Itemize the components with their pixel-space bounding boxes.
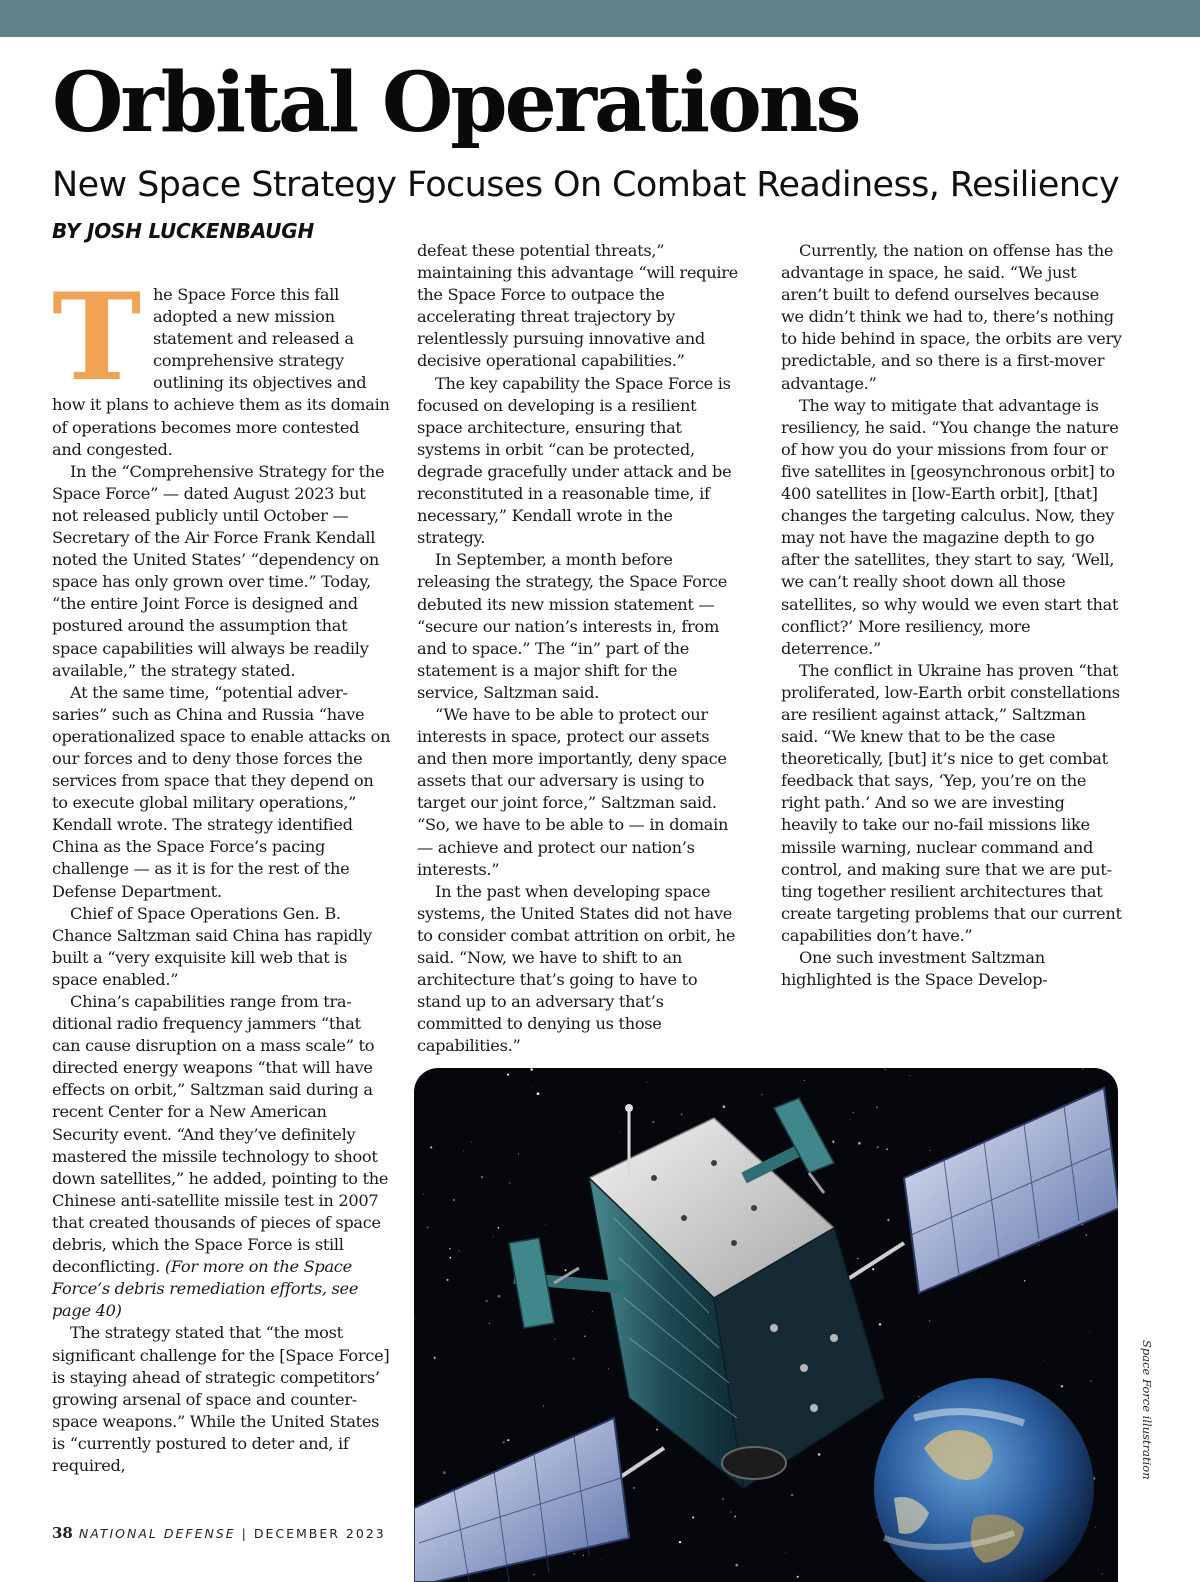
star xyxy=(1090,1380,1091,1381)
star xyxy=(879,1323,882,1326)
article-column-2 xyxy=(417,240,739,1057)
star xyxy=(443,1471,446,1474)
star xyxy=(730,1511,732,1513)
paragraph-text: China’s capabilities range from traditional radio frequency jammers “that can cause disruption on a mass scale” to directed energy weapons “that will have effects on orbit,” Saltzman said during a recent Center for a New American Security event. “And they’ve definitely mastered the missile technology to shoot down satellites,” he added, pointing to the Chinese anti-satellite missile test in 2007 that created thousands of pieces of space debris, which the Space Force is still deconflicting. xyxy=(52,992,389,1277)
star xyxy=(633,1487,635,1489)
star xyxy=(533,1574,535,1576)
paragraph: he Space Force this fall adopted a new mission statement and released a comprehensive strategy outlining its objectives and how it plans to achieve them as its domain of operations becomes more contested and congested. xyxy=(52,285,390,459)
star xyxy=(818,1453,821,1456)
article-subheadline: New Space Strategy Focuses On Combat Readiness, Resiliency xyxy=(52,165,1120,205)
star xyxy=(573,1358,575,1360)
star xyxy=(449,1248,450,1249)
star xyxy=(761,1094,762,1095)
star xyxy=(486,1300,488,1302)
star xyxy=(804,1080,805,1081)
star xyxy=(530,1068,532,1070)
star xyxy=(785,1552,786,1553)
paragraph: In the “Comprehensive Strategy for the Space Force” — dated August 2023 but not released publicly until October — Secretary of the Air Force Frank Kendall noted the United States’ “dependency on space has only grown over time.” Today, “the entire Joint Force is designed and postured around the assumption that space capabilities will always be readily available,” the strategy stated. xyxy=(52,461,385,680)
star xyxy=(588,1316,589,1317)
footer-separator: | xyxy=(241,1526,248,1541)
star xyxy=(471,1141,472,1142)
star xyxy=(853,1112,854,1113)
star xyxy=(885,1069,886,1070)
paragraph xyxy=(52,991,392,1322)
paragraph: One such investment Saltzman highlighted is the Space Develop- xyxy=(781,948,1048,990)
star xyxy=(929,1320,930,1321)
star xyxy=(493,1236,494,1237)
star xyxy=(681,1114,683,1116)
publication-name: NATIONAL DEFENSE xyxy=(78,1526,236,1541)
star xyxy=(850,1119,851,1120)
star xyxy=(791,1494,793,1496)
star xyxy=(646,1082,647,1083)
star xyxy=(427,1226,429,1228)
star xyxy=(1024,1280,1025,1281)
star xyxy=(722,1498,724,1500)
star xyxy=(459,1250,460,1251)
star xyxy=(502,1441,504,1443)
star xyxy=(735,1564,738,1567)
star xyxy=(887,1219,889,1221)
paragraph: The strategy stated that “the most significant challenge for the [Space Force] is staying ahead of strategic competitors’ growing arsenal of space and counter-space weapons.” While the United States is “currently postured to deter and, if required, xyxy=(52,1323,390,1475)
paragraph: The conflict in Ukraine has proven “that proliferated, low-Earth orbit constellations are resilient against attack,” Saltzman said. “We knew that to be the case theoretically, [but] it’s nice to get combat feedback that says, ‘Yep, you’re on the right path.’ And so we are investing heavily to take our no-fail missions like missile warning, nuclear command and control, and making sure that we are putting together resilient architectures that create targeting problems that our current capabilities don’t have.” xyxy=(781,660,1122,945)
star xyxy=(554,1339,555,1340)
star xyxy=(929,1150,930,1151)
paragraph: In the past when developing space systems, the United States did not have to consider combat attrition on orbit, he said. “Now, we have to shift to an architecture that’s going to have to stand up to an adversary that’s committed to denying us those capabilities.” xyxy=(417,881,736,1056)
top-color-bar xyxy=(0,0,1200,37)
star xyxy=(1089,1332,1090,1333)
star xyxy=(430,1146,432,1148)
star xyxy=(1103,1070,1104,1071)
star xyxy=(1043,1360,1044,1361)
star xyxy=(979,1279,980,1280)
paragraph: In September, a month before releasing the strategy, the Space Force debuted its new mission statement — “secure our nation’s interests in, from and to space.” The “in” part of the statement is a major shift for the service, Saltzman said. xyxy=(417,550,728,702)
star xyxy=(1082,1068,1083,1069)
star xyxy=(564,1269,566,1271)
star xyxy=(970,1138,971,1139)
star xyxy=(886,1148,888,1150)
cross-reference-note: (For more on the Space Force’s debris remediation efforts, see page 40) xyxy=(52,1257,359,1321)
star xyxy=(876,1107,878,1109)
star xyxy=(423,1194,424,1195)
page-footer xyxy=(52,1524,386,1542)
star xyxy=(518,1153,519,1154)
star xyxy=(450,1257,452,1259)
star xyxy=(832,1141,834,1143)
paragraph: The key capability the Space Force is focused on developing is a resilient space architecture, ensuring that systems in orbit “can be protected, degrade gracefully under attack and be reconstituted in a reasonable time, if necessary,” Kendall wrote in the strategy. xyxy=(417,373,732,548)
star xyxy=(692,1516,694,1518)
star xyxy=(723,1105,726,1108)
satellite-illustration xyxy=(414,1068,1118,1582)
star xyxy=(537,1092,540,1095)
star xyxy=(1101,1573,1102,1574)
paragraph: Currently, the nation on offense has the advantage in space, he said. “We just aren’t built to defend ourselves because we didn’t think we had to, there’s nothing to hide behind in space, the orbits are very predictable, and so there is a first-mover advantage.” xyxy=(781,241,1122,393)
star xyxy=(910,1075,911,1076)
star xyxy=(1061,1385,1063,1387)
star xyxy=(453,1199,455,1201)
satellite-illustration-art xyxy=(414,1068,1118,1582)
star xyxy=(543,1405,544,1406)
star xyxy=(592,1311,593,1312)
paragraph: defeat these potential threats,” maintaining this advantage “will require the Space Force to outpace the accelerating threat trajectory by relentlessly pursuing innovative and decisive operational capabilities.” xyxy=(417,241,738,371)
star xyxy=(573,1553,574,1554)
star xyxy=(509,1182,511,1184)
star xyxy=(583,1555,584,1556)
article-byline: BY JOSH LUCKENBAUGH xyxy=(52,219,315,243)
star xyxy=(734,1515,736,1517)
star xyxy=(1039,1245,1040,1246)
star xyxy=(872,1268,874,1270)
star xyxy=(608,1368,609,1369)
star xyxy=(434,1357,436,1359)
star xyxy=(656,1429,658,1431)
star xyxy=(489,1322,491,1324)
star xyxy=(507,1073,509,1075)
star xyxy=(584,1335,586,1337)
star xyxy=(857,1258,858,1259)
star xyxy=(679,1541,681,1543)
star xyxy=(498,1227,500,1229)
star xyxy=(877,1146,879,1148)
drop-cap: T xyxy=(52,267,141,408)
star xyxy=(1095,1527,1096,1528)
paragraph: At the same time, “potential adversaries” such as China and Russia “have operationalized space to enable attacks on our forces and to deny those forces the services from space that they depend on to execute global military operations,” Kendall wrote. The strategy identified China as the Space Force’s pacing challenge — as it is for the rest of the Defense Department. xyxy=(52,682,391,901)
paragraph: The way to mitigate that advantage is resiliency, he said. “You change the nature of how you do your missions from four or five satellites in [geosynchronous orbit] to 400 satellites in [low-Earth orbit], [that] changes the targeting calculus. Now, they may not have the magazine depth to go after the satellites, they start to say, ‘Well, we can’t really shoot down all those satellites, so why would we even start that conflict?’ More resiliency, more deterrence.” xyxy=(781,395,1119,658)
page-number: 38 xyxy=(52,1524,73,1542)
article-headline: Orbital Operations xyxy=(52,55,859,151)
star xyxy=(876,1517,877,1518)
issue-date: DECEMBER 2023 xyxy=(253,1526,386,1541)
paragraph: Chief of Space Operations Gen. B. Chance Saltzman said China has rapidly built a “very exquisite kill web that is space enabled.” xyxy=(52,903,372,989)
star xyxy=(481,1176,483,1178)
star xyxy=(463,1151,464,1152)
star xyxy=(545,1224,546,1225)
star xyxy=(532,1087,533,1088)
star xyxy=(446,1279,448,1281)
star xyxy=(601,1559,602,1560)
star xyxy=(498,1295,501,1298)
article-column-3 xyxy=(781,240,1123,991)
star xyxy=(797,1576,799,1578)
paragraph: “We have to be able to protect our interests in space, protect our assets and then more importantly, deny space assets that our adversary is using to target our joint force,” Saltzman said. “So, we have to be able to — in domain — achieve and protect our nation’s interests.” xyxy=(417,704,729,879)
image-credit: Space Force illustration xyxy=(1140,1340,1154,1480)
star xyxy=(1086,1234,1088,1236)
star xyxy=(874,1072,875,1073)
star xyxy=(858,1142,861,1145)
star xyxy=(620,1131,621,1132)
star xyxy=(507,1439,509,1441)
star xyxy=(652,1121,654,1123)
article-column-1 xyxy=(52,267,392,1477)
star xyxy=(918,1396,919,1397)
